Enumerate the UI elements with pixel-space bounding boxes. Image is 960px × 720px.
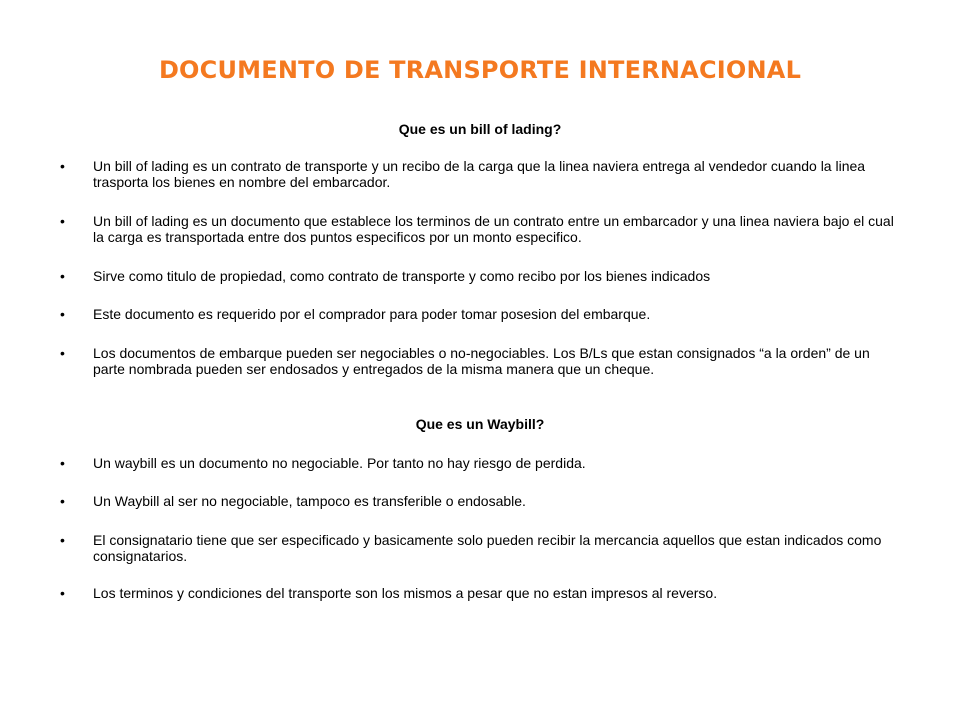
bullet-dot: •: [60, 268, 65, 284]
bullet-dot: •: [60, 158, 65, 174]
bullet-item: [60, 532, 900, 564]
section-heading-bill-of-lading: Que es un bill of lading?: [398, 121, 562, 137]
bullet-dot: •: [60, 455, 65, 471]
bullet-text: Un bill of lading es un contrato de transporte y un recibo de la carga que la linea naviera entrega al vendedor cuando la linea trasporta los bienes en nombre del embarcador.: [93, 158, 866, 190]
bullet-dot: •: [60, 345, 65, 361]
bullet-dot: •: [60, 532, 65, 548]
bullet-text: Un waybill es un documento no negociable. Por tanto no hay riesgo de perdida.: [93, 455, 586, 471]
bullet-dot: •: [60, 213, 65, 229]
bullet-item: [60, 493, 900, 509]
bullet-item: [60, 585, 900, 601]
bullet-text: Los documentos de embarque pueden ser negociables o no-negociables. Los B/Ls que estan consignados “a la orden” de un parte nombrada pueden ser endosados y entregados de la misma manera que un cheque.: [93, 345, 870, 377]
bullet-dot: •: [60, 306, 65, 322]
bullet-item: [60, 306, 900, 322]
bullet-text: Sirve como titulo de propiedad, como contrato de transporte y como recibo por los bienes indicados: [93, 268, 711, 284]
section-heading-waybill: Que es un Waybill?: [415, 416, 545, 432]
bullet-text: Un Waybill al ser no negociable, tampoco es transferible o endosable.: [93, 493, 526, 509]
bullet-dot: •: [60, 585, 65, 601]
bullet-text: Los terminos y condiciones del transporte son los mismos a pesar que no estan impresos al reverso.: [93, 585, 718, 601]
bullet-item: [60, 268, 900, 284]
bullet-text: Un bill of lading es un documento que establece los terminos de un contrato entre un embarcador y una linea naviera bajo el cual la carga es transportada entre dos puntos especificos por un monto especifico.: [93, 213, 894, 245]
slide-title: DOCUMENTO DE TRANSPORTE INTERNACIONAL: [158, 56, 802, 84]
bullet-item: [60, 213, 900, 245]
bullet-text: Este documento es requerido por el comprador para poder tomar posesion del embarque.: [93, 306, 651, 322]
bullet-item: [60, 158, 900, 190]
bullet-item: [60, 345, 900, 377]
bullet-dot: •: [60, 493, 65, 509]
bullet-text: El consignatario tiene que ser especificado y basicamente solo pueden recibir la mercancia aquellos que estan indicados como consignatarios.: [93, 532, 882, 564]
bullet-item: [60, 455, 900, 471]
